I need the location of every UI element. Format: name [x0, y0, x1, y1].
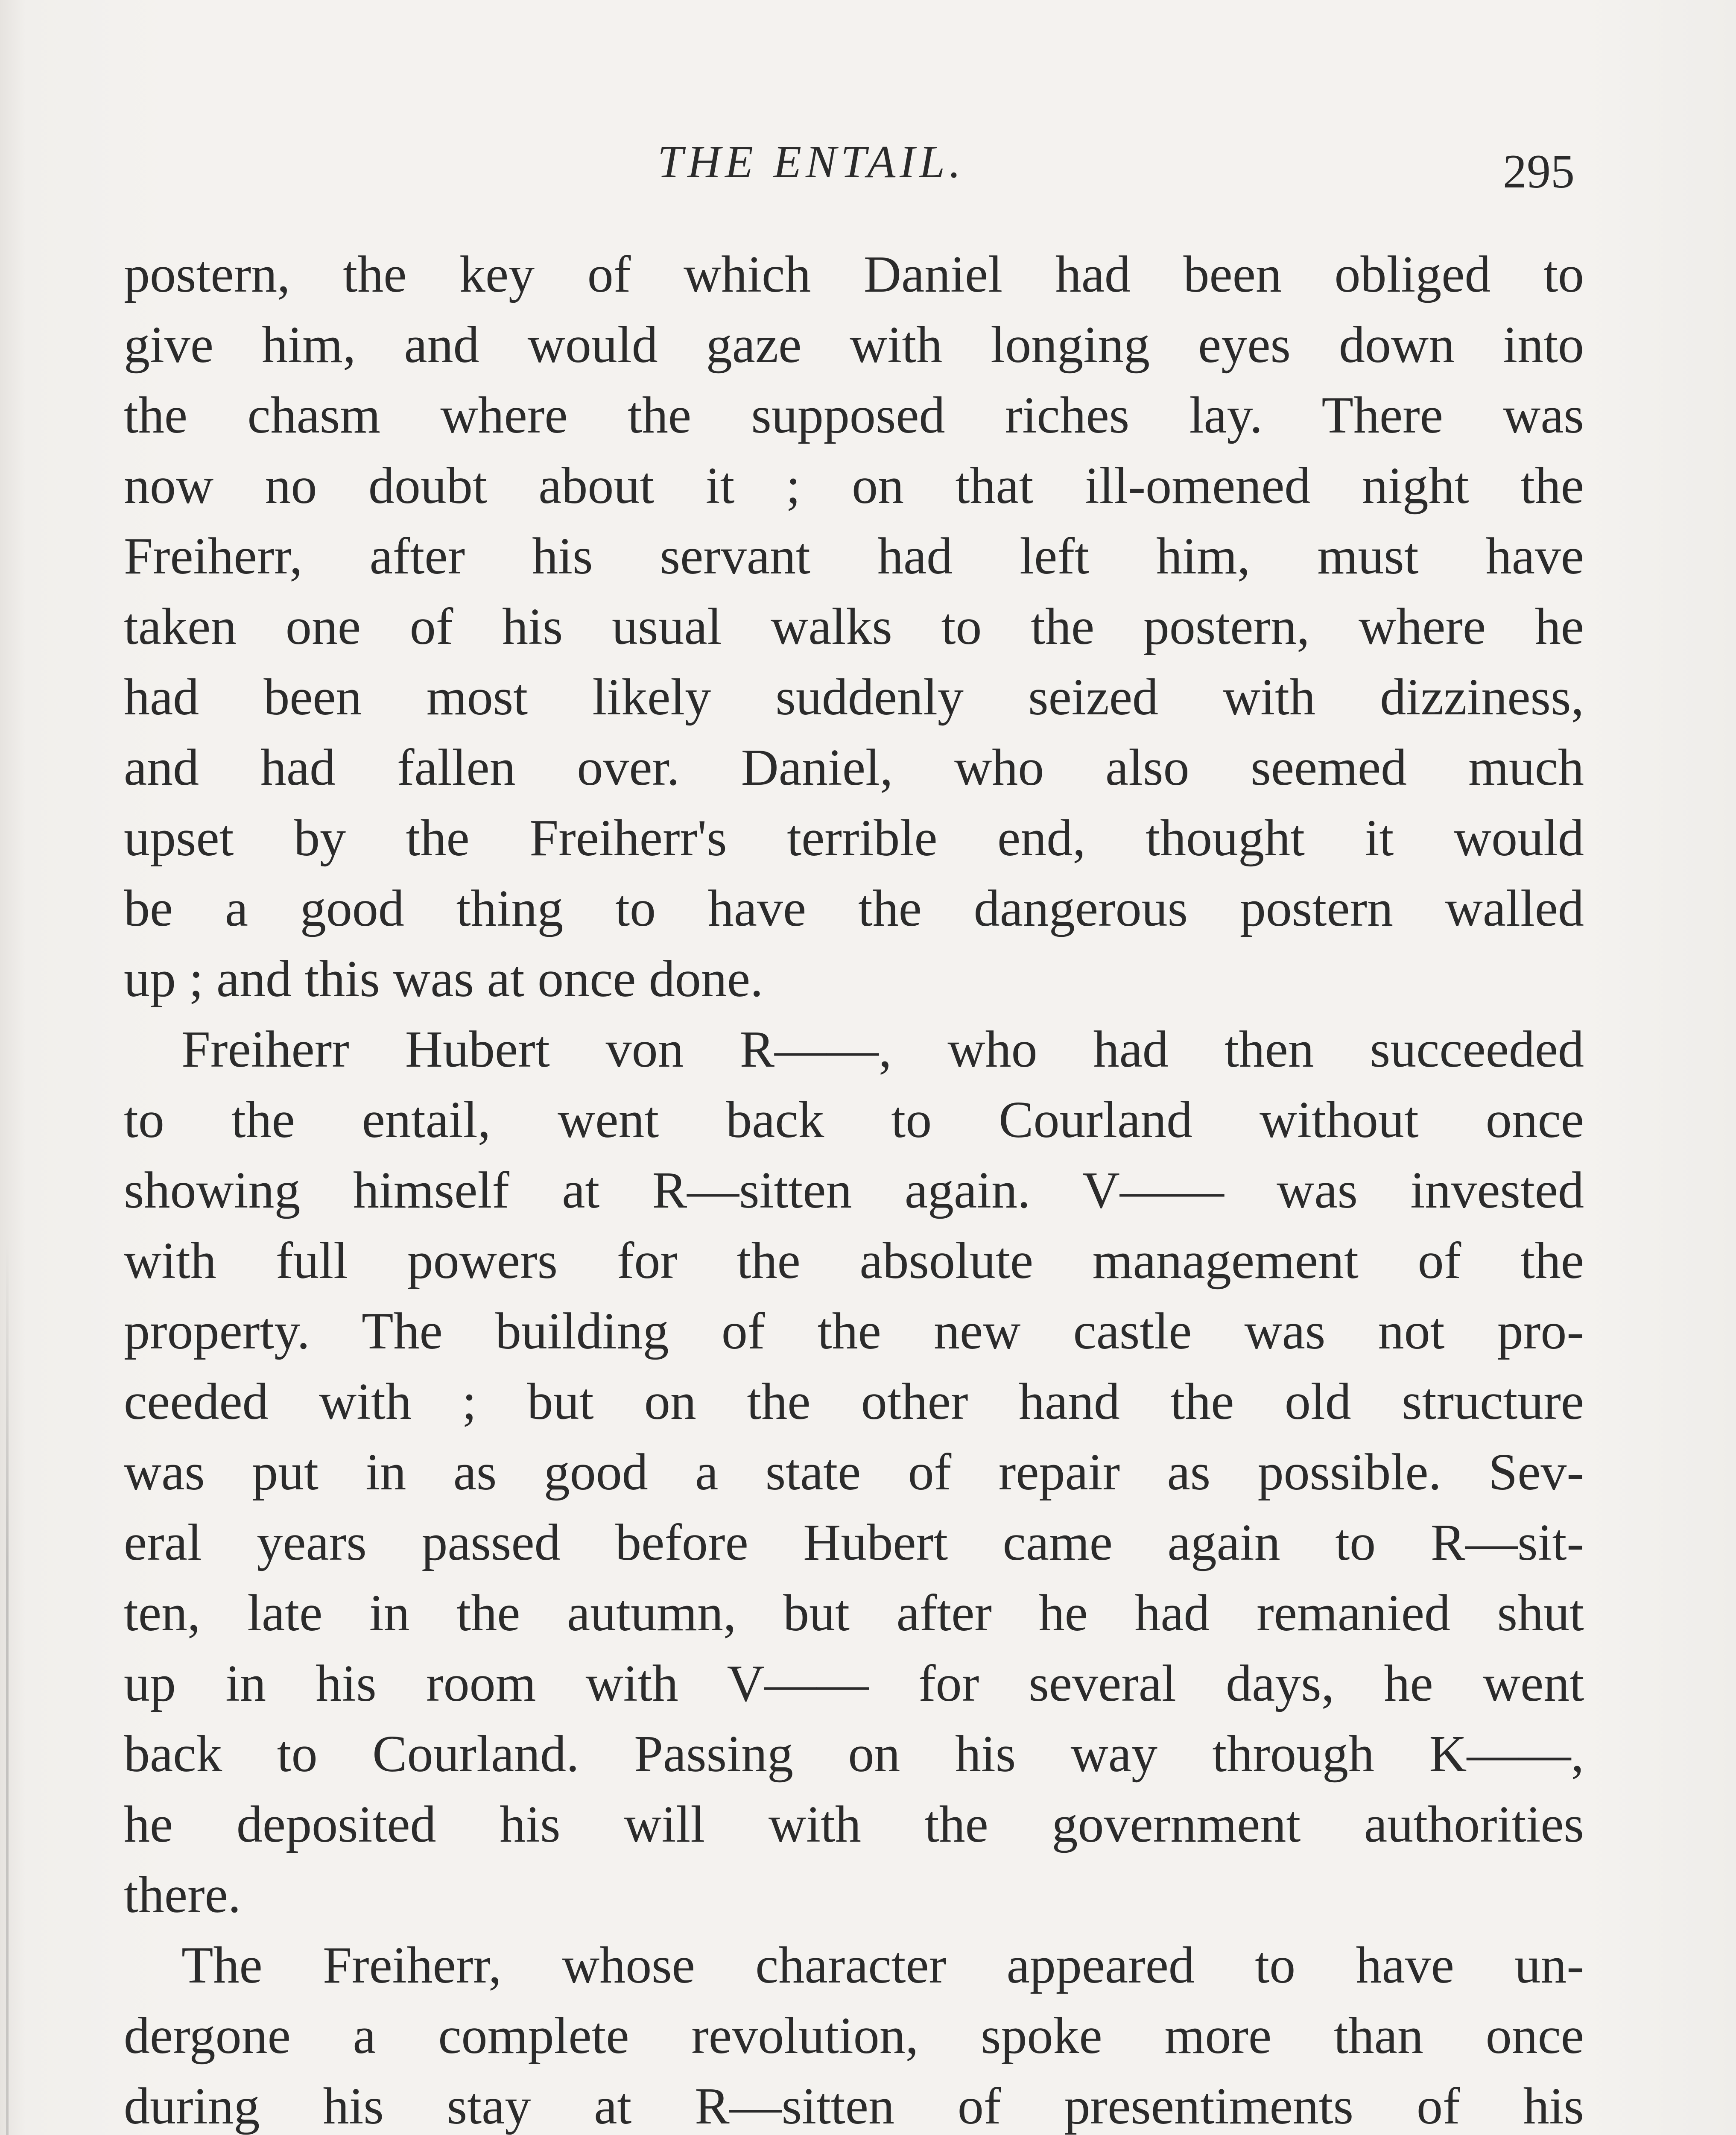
running-head	[0, 128, 1736, 196]
text-line: be a good thing to have the dangerous postern walled	[124, 880, 1584, 937]
text-line: dergone a complete revolution, spoke more than once	[124, 2007, 1584, 2065]
text-line: there.	[124, 1866, 241, 1924]
text-line: showing himself at R—sitten again. V—— was invested	[124, 1161, 1584, 1219]
text-line: ceeded with ; but on the other hand the old structure	[124, 1373, 1584, 1430]
text-line: up in his room with V—— for several days, he went	[124, 1655, 1584, 1712]
text-line: postern, the key of which Daniel had been obliged to	[124, 246, 1584, 303]
text-line: back to Courland. Passing on his way through K——,	[124, 1725, 1584, 1783]
page-number: 295	[1503, 145, 1575, 198]
text-line: property. The building of the new castle was not pro-	[124, 1302, 1584, 1360]
paragraph-first-line: Freiherr Hubert von R——, who had then succeeded	[181, 1021, 1584, 1078]
text-line: up ; and this was at once done.	[124, 950, 763, 1008]
text-line: he deposited his will with the government authorities	[124, 1796, 1584, 1853]
text-line: eral years passed before Hubert came again to R—sit-	[124, 1514, 1584, 1571]
text-line: and had fallen over. Daniel, who also seemed much	[124, 739, 1584, 796]
text-line: the chasm where the supposed riches lay. There was	[124, 386, 1584, 444]
paragraph-first-line: The Freiherr, whose character appeared to have un-	[181, 1936, 1584, 1994]
text-line: upset by the Freiherr's terrible end, thought it would	[124, 809, 1584, 867]
text-line: now no doubt about it ; on that ill-omened night the	[124, 457, 1584, 515]
text-line: taken one of his usual walks to the postern, where he	[124, 598, 1584, 655]
text-line: Freiherr, after his servant had left him, must have	[124, 527, 1584, 585]
text-line: was put in as good a state of repair as possible. Sev-	[124, 1443, 1584, 1501]
text-line: ten, late in the autumn, but after he had remanied shut	[124, 1584, 1584, 1642]
text-line: during his stay at R—sitten of presentiments of his	[124, 2077, 1584, 2135]
body-text	[124, 239, 1584, 2135]
text-line: with full powers for the absolute management of the	[124, 1232, 1584, 1290]
text-line: to the entail, went back to Courland without once	[124, 1091, 1584, 1149]
running-head-title: THE ENTAIL.	[658, 137, 965, 187]
text-line: give him, and would gaze with longing eyes down into	[124, 316, 1584, 374]
binding-shadow	[6, 1238, 9, 2135]
text-line: had been most likely suddenly seized with dizziness,	[124, 668, 1584, 726]
